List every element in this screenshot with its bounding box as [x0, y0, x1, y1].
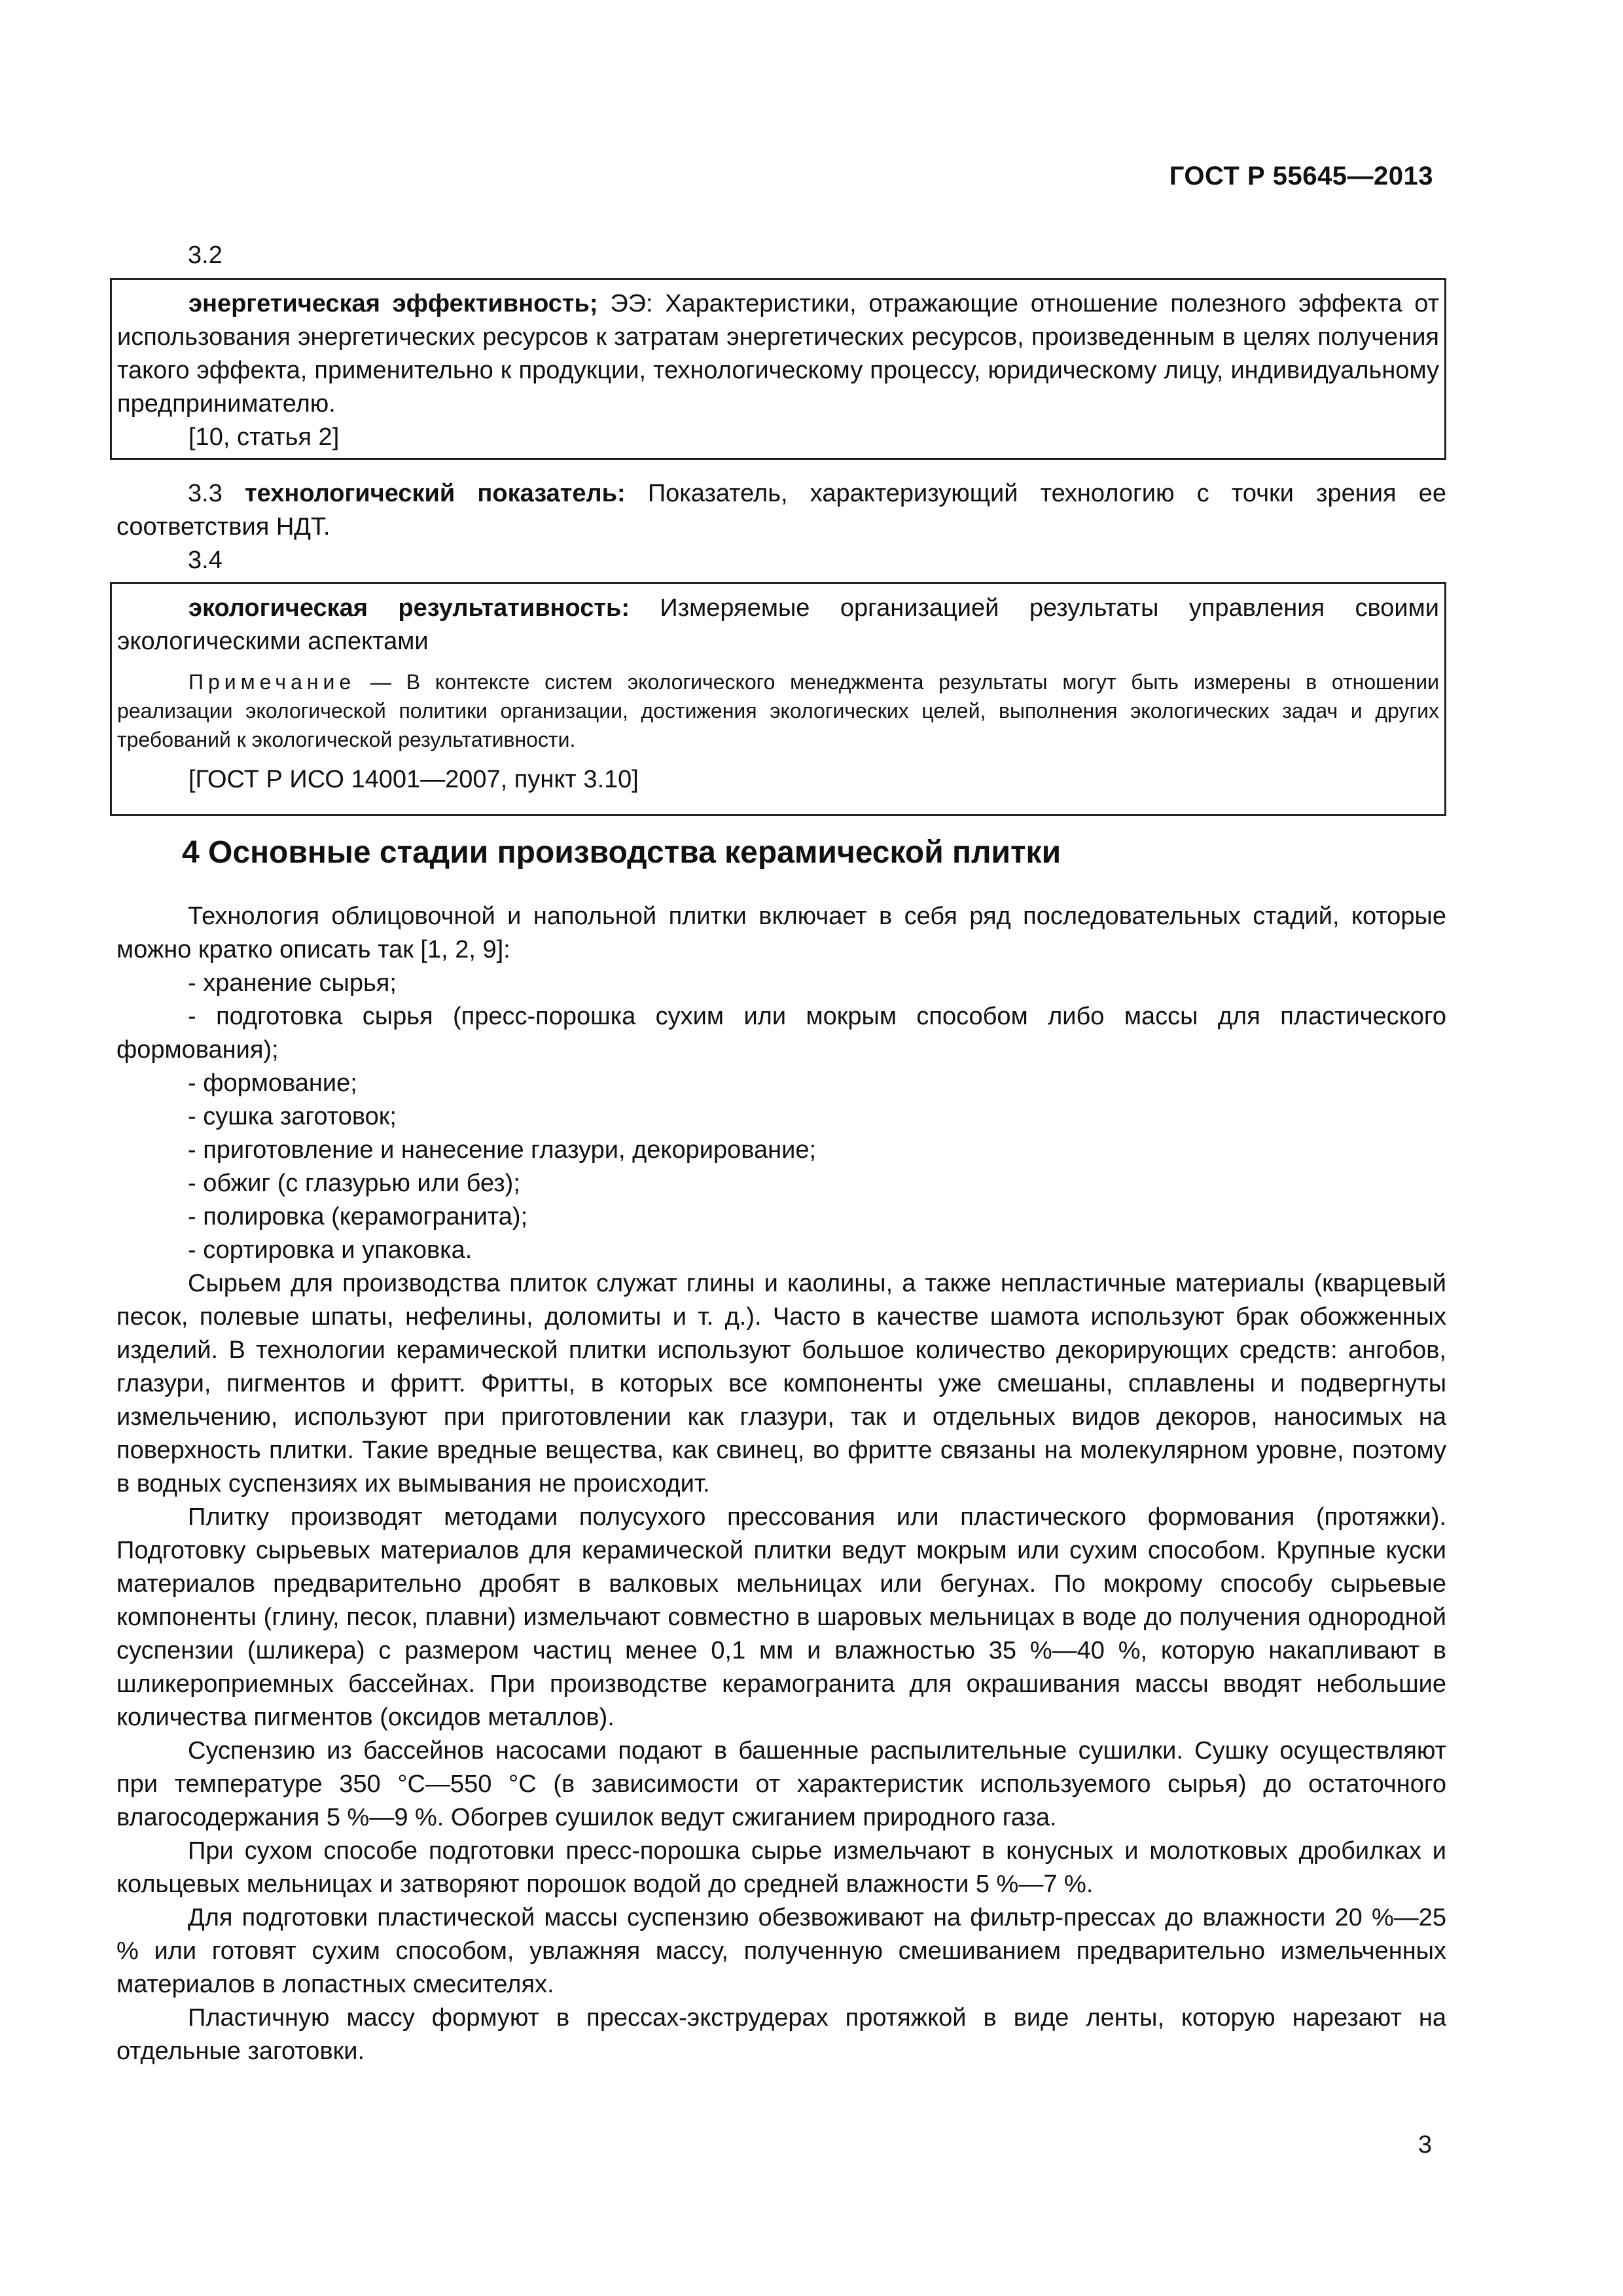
term-3-4-note: [117, 668, 1439, 754]
term-3-2-text: ЭЭ: Характеристики, отражающие отношение полезного эффекта от использования энергетических ресурсов к затратам энергетических ресурсов, произведенным в целях получения такого эффекта, применительно к продукции, технологическому процессу, юридическому лицу, индивидуальному предпринимателю.: [117, 290, 1439, 418]
term-3-3-number: 3.3: [188, 480, 223, 507]
note-text: — В контексте систем экологического менеджмента результаты могут быть измерены в отношении реализации экологической политики организации, достижения экологических целей, выполнения экологических задач и других требований к экологической результативности.: [117, 670, 1439, 751]
term-3-4-box: [110, 582, 1446, 816]
term-3-2-source: [10, статья 2]: [188, 423, 340, 451]
stage-item: - сушка заготовок;: [188, 1103, 397, 1130]
stage-item: - обжиг (с глазурью или без);: [188, 1170, 520, 1197]
paragraph: Для подготовки пластической массы суспензию обезвоживают на фильтр-прессах до влажности 20 %—25 % или готовят сухим способом, увлажняя массу, полученную смешиванием предварительно измельченных материалов в лопастных смесителях.: [116, 1904, 1446, 1998]
paragraph: Суспензию из бассейнов насосами подают в башенные распылительные сушилки. Сушку осуществляют при температуре 350 °С—550 °С (в зависимости от характеристик используемого сырья) до остаточного влагосодержания 5 %—9 %. Обогрев сушилок ведут сжиганием природного газа.: [116, 1737, 1446, 1831]
stage-item: - формование;: [188, 1069, 357, 1097]
stage-item: - хранение сырья;: [188, 969, 397, 997]
stage-item: - полировка (керамогранита);: [188, 1203, 528, 1230]
term-3-2-term: энергетическая эффективность;: [188, 290, 598, 317]
term-3-3-term: технологический показатель:: [245, 480, 626, 507]
paragraph: Пластичную массу формуют в прессах-экструдерах протяжкой в виде ленты, которую нарезают на отдельные заготовки.: [116, 2004, 1446, 2065]
stage-item: - приготовление и нанесение глазури, декорирование;: [188, 1136, 817, 1164]
term-3-2-definition: [117, 287, 1439, 421]
term-3-2-number: 3.2: [188, 242, 223, 269]
paragraph: Плитку производят методами полусухого прессования или пластического формования (протяжки). Подготовку сырьевых материалов для керамической плитки ведут мокрым или сухим способом. Крупные куски материалов предварительно дробят в валковых мельницах или бегунах. По мокрому способу сырьевые компоненты (глину, песок, плавни) измельчают совместно в шаровых мельницах в воде до получения однородной суспензии (шликера) с размером частиц менее 0,1 мм и влажностью 35 %—40 %, которую накапливают в шликероприемных бассейнах. При производстве керамогранита для окрашивания массы вводят небольшие количества пигментов (оксидов металлов).: [116, 1503, 1446, 1731]
term-3-4-term: экологическая результативность:: [188, 594, 630, 622]
section-4-intro: Технология облицовочной и напольной плитки включает в себя ряд последовательных стадий, которые можно кратко описать так [1, 2, 9]:: [116, 903, 1446, 963]
section-4-body: [116, 900, 1446, 2068]
page-number: 3: [1418, 2131, 1432, 2159]
paragraph: При сухом способе подготовки пресс-порошка сырье измельчают в конусных и молотковых дробилках и кольцевых мельницах и затворяют порошок водой до средней влажности 5 %—7 %.: [116, 1837, 1446, 1898]
term-3-2-box: [110, 278, 1446, 460]
term-3-4-definition: [117, 592, 1439, 658]
note-label: Примечание: [188, 670, 356, 694]
term-3-3-text: Показатель, характеризующий технологию с точки зрения ее соответствия НДТ.: [116, 480, 1446, 541]
term-3-4-text: Измеряемые организацией результаты управления своими экологическими аспектами: [117, 594, 1439, 655]
paragraph: Сырьем для производства плиток служат глины и каолины, а также непластичные материалы (кварцевый песок, полевые шпаты, нефелины, доломиты и т. д.). Часто в качестве шамота используют брак обожженных изделий. В технологии керамической плитки используют большое количество декорирующих средств: ангобов, глазури, пигментов и фритт. Фритты, в которых все компоненты уже смешаны, сплавлены и подвергнуты измельчению, используют при приготовлении как глазури, так и отдельных видов декоров, наносимых на поверхность плитки. Такие вредные вещества, как свинец, во фритте связаны на молекулярном уровне, поэтому в водных суспензиях их вымывания не происходит.: [116, 1270, 1446, 1498]
stage-item: - подготовка сырья (пресс-порошка сухим или мокрым способом либо массы для пластического формования);: [116, 1003, 1446, 1064]
term-3-4-number: 3.4: [188, 547, 223, 574]
standard-code: ГОСТ Р 55645—2013: [1169, 162, 1433, 190]
term-3-4-source: [ГОСТ Р ИСО 14001—2007, пункт 3.10]: [188, 766, 639, 793]
section-4-title: 4 Основные стадии производства керамической плитки: [182, 835, 1061, 870]
term-3-3: [116, 477, 1446, 544]
stage-item: - сортировка и упаковка.: [188, 1236, 473, 1264]
